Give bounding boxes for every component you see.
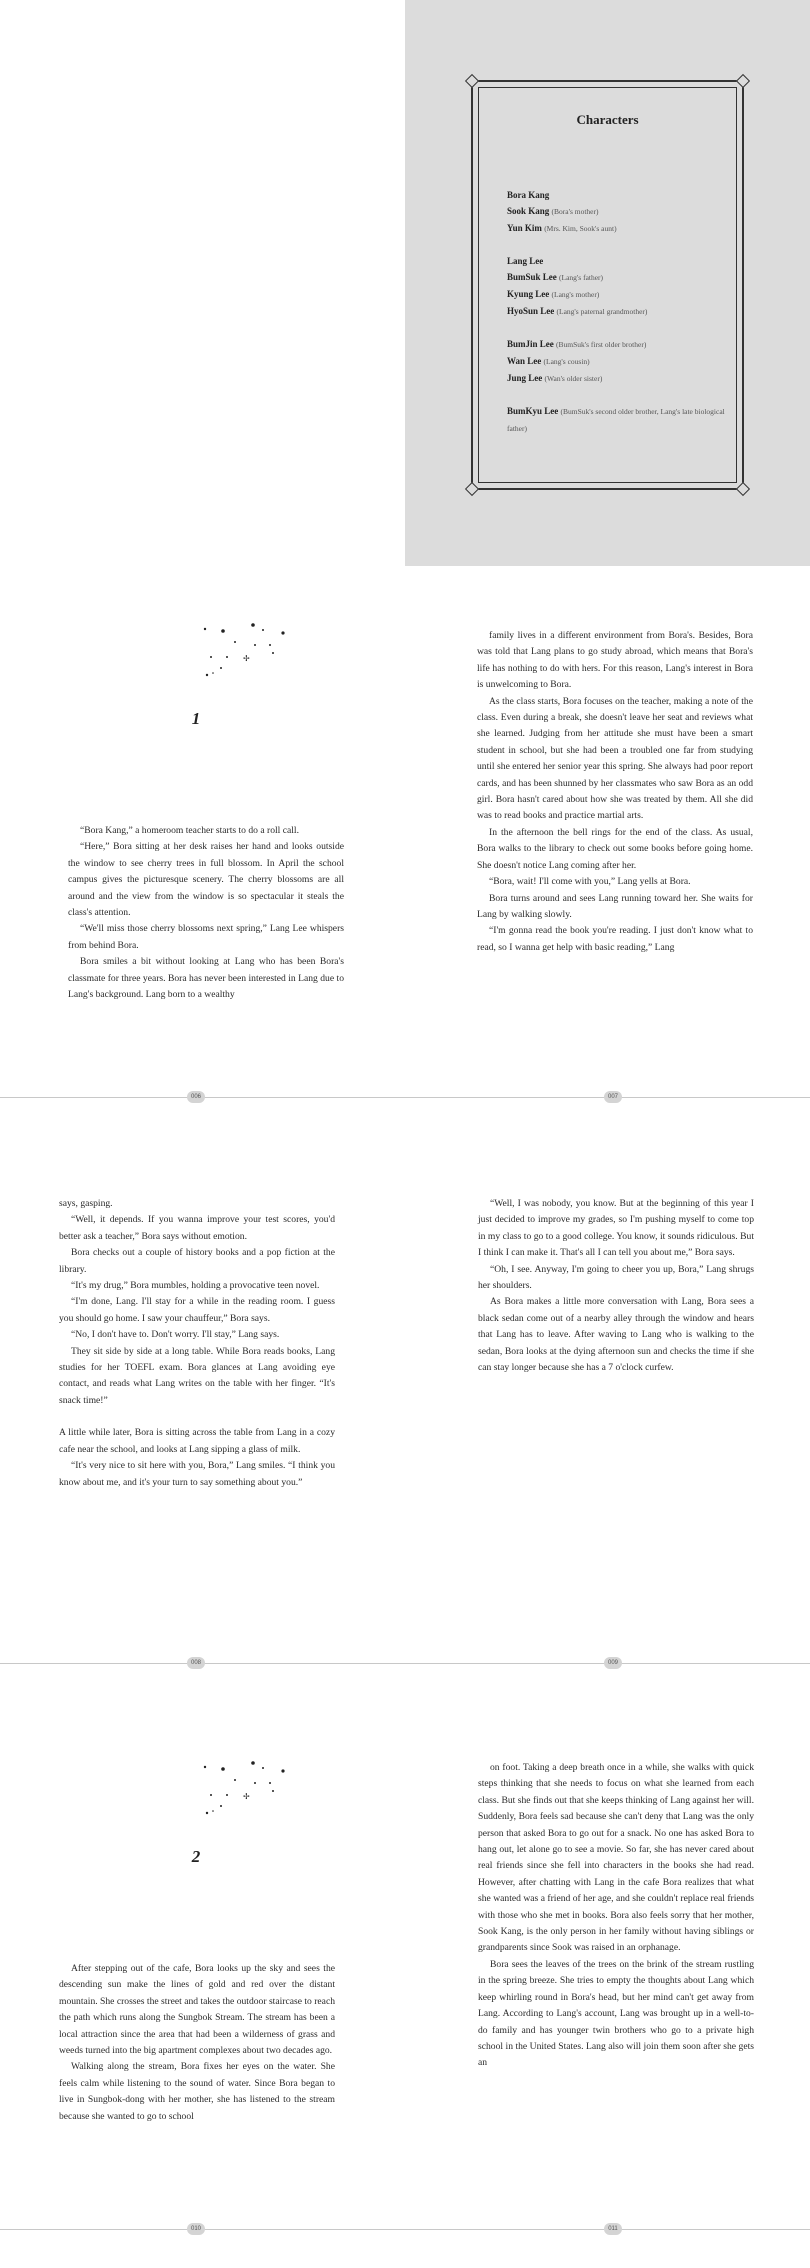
paragraph: Bora smiles a bit without looking at Lang who has been Bora's classmate for three years. Bora has never been interested in Lang due to Lang's background. Lang born to a wealthy — [68, 956, 344, 1001]
spread-006-007 — [0, 566, 810, 1104]
paragraph: “Bora, wait! I'll come with you,” Lang yells at Bora. — [489, 876, 691, 888]
page-number: 007 — [604, 1091, 622, 1103]
character-name: BumKyu Lee — [507, 406, 559, 416]
character-group — [507, 253, 727, 320]
character-name: Kyung Lee — [507, 289, 550, 299]
character-entry — [507, 303, 727, 320]
characters-title: Characters — [576, 112, 639, 127]
character-name: BumSuk Lee — [507, 272, 557, 282]
svg-text:✢: ✢ — [243, 654, 250, 663]
character-note: (Lang's cousin) — [543, 357, 590, 366]
page-011-text — [478, 1760, 754, 2072]
page-007-text — [477, 628, 753, 956]
character-name: HyoSun Lee — [507, 306, 555, 316]
character-name: Sook Kang — [507, 206, 550, 216]
star-constellation-icon — [185, 621, 285, 691]
character-name: Lang Lee — [507, 256, 544, 266]
characters-list — [507, 187, 727, 453]
paragraph: “Well, it depends. If you wanna improve your test scores, you'd better ask a teacher,” Bora says without emotion. — [59, 1214, 335, 1242]
paragraph: “I'm gonna read the book you're reading. I just don't know what to read, so I wanna get help with basic reading,” Lang — [477, 925, 753, 953]
paragraph: After stepping out of the cafe, Bora looks up the sky and sees the descending sun make the lines of gold and red over the distant mountain. She crosses the street and takes the outdoor staircase to reach the path which runs along the Sungbok Stream. The stream has been a local attraction since the area that had been a wilderness of grass and weeds turned into the big apartment complexes about two decades ago. — [59, 1963, 335, 2057]
character-entry — [507, 353, 727, 370]
paragraph: As Bora makes a little more conversation with Lang, Bora sees a black sedan come out of a nearby alley through the window and hears that Lang has to leave. After waving to Lang who is walking to the sedan, Bora looks at the dying afternoon sun and checks the time if she can stay longer because she has a 7 o'clock curfew. — [478, 1296, 754, 1374]
character-name: Bora Kang — [507, 190, 550, 200]
character-note: (Lang's father) — [559, 273, 604, 282]
character-entry — [507, 203, 727, 220]
paragraph: “We'll miss those cherry blossoms next spring,” Lang Lee whispers from behind Bora. — [68, 923, 344, 951]
page-008-text — [59, 1196, 335, 1491]
chapter-number: 1 — [191, 709, 201, 728]
character-entry — [507, 336, 727, 353]
star-constellation-icon — [185, 1759, 285, 1829]
page-number: 011 — [604, 2223, 622, 2235]
paragraph: family lives in a different environment from Bora's. Besides, Bora was told that Lang plans to go study abroad, which means that Bora's life has nothing to do with hers. For this reason, Lang's interest in Bora is unwelcoming to Bora. — [477, 630, 753, 691]
character-group — [507, 187, 727, 237]
paragraph: Bora checks out a couple of history books and a pop fiction at the library. — [59, 1247, 335, 1275]
character-entry — [507, 220, 727, 237]
spread-008-009 — [0, 1104, 810, 1664]
paragraph: says, gasping. — [59, 1198, 113, 1209]
character-group — [507, 403, 727, 437]
character-entry — [507, 187, 727, 203]
paragraph: Bora sees the leaves of the trees on the brink of the stream rustling in the spring breeze. She tries to empty the thoughts about Lang which keep whirling round in Bora's head, but her mind can't get away from Lang. According to Lang's account, Lang was brought up in a well-to-do family and has younger twin brothers who go to a private high school in the United States. Lang also will join them soon after she gets an — [478, 1958, 754, 2069]
frame-corner-ornament — [465, 482, 479, 496]
character-note: (BumSuk's first older brother) — [556, 340, 647, 349]
character-name: Jung Lee — [507, 373, 543, 383]
character-name: BumJin Lee — [507, 339, 554, 349]
spread-010-011 — [0, 1664, 810, 2268]
character-group — [507, 336, 727, 387]
page-010-text — [59, 1961, 335, 2125]
frame-corner-ornament — [465, 74, 479, 88]
character-note: (Lang's paternal grandmother) — [556, 307, 648, 316]
character-entry — [507, 286, 727, 303]
paragraph: “Bora Kang,” a homeroom teacher starts to do a roll call. — [80, 825, 299, 836]
paragraph: A little while later, Bora is sitting across the table from Lang in a cozy cafe near the school, and looks at Lang sipping a glass of milk. — [59, 1427, 335, 1455]
character-name: Yun Kim — [507, 223, 542, 233]
page-divider — [0, 2229, 810, 2230]
page-divider — [0, 1097, 810, 1098]
paragraph: Walking along the stream, Bora fixes her eyes on the water. She feels calm while listening to the sound of water. Since Bora began to live in Sungbok-dong with her mother, she has listened to the stream because she wanted to go to school — [59, 2061, 335, 2122]
character-entry — [507, 253, 727, 269]
paragraph: “Well, I was nobody, you know. But at the beginning of this year I just decided to improve my grades, so I'm pushing myself to come top in my class to go to a good college. You know, it sounds ridiculous. But I think I can make it. That's all I can tell you about me,” Bora says. — [478, 1198, 754, 1259]
page-number: 006 — [187, 1091, 205, 1103]
frame-corner-ornament — [736, 482, 750, 496]
paragraph: “Oh, I see. Anyway, I'm going to cheer you up, Bora,” Lang shrugs her shoulders. — [478, 1263, 754, 1292]
paragraph: on foot. Taking a deep breath once in a while, she walks with quick steps thinking that she needs to focus on what she learned from each class. But she finds out that she keeps thinking of Lang against her will. Suddenly, Bora feels sad because she can't deny that Lang was the only person that asked Bora to go out for a snack. No one has asked Bora to hang out, let alone go to see a movie. So far, she has never cared about real friends since she fell into characters in the books she had read. However, after chatting with Lang in the cafe Bora realizes that what she wanted was a friend of her age, and she couldn't replace real friends with those who she met in books. Bora also feels sorry that her mother, Sook Kang, is the only person in her family without having siblings or grandparents since Sook was raised in an orphanage. — [478, 1762, 754, 1954]
character-entry — [507, 370, 727, 387]
character-entry — [507, 269, 727, 286]
page-009-text — [478, 1196, 754, 1376]
svg-text:✢: ✢ — [243, 1792, 250, 1801]
page-number: 008 — [187, 1657, 205, 1669]
character-note: (Lang's mother) — [551, 290, 600, 299]
paragraph: They sit side by side at a long table. While Bora reads books, Lang studies for her TOEFL exam. Bora glances at Lang avoiding eye contact, and reads what Lang writes on the table with her finger. “It's snack time!” — [59, 1345, 335, 1406]
characters-frame — [471, 80, 744, 490]
page-006-text — [68, 823, 344, 1003]
page-number: 009 — [604, 1657, 622, 1669]
paragraph: In the afternoon the bell rings for the end of the class. As usual, Bora walks to the library to check out some books before going home. She doesn't notice Lang coming after her. — [477, 826, 753, 871]
character-note: (Mrs. Kim, Sook's aunt) — [544, 224, 617, 233]
character-note: (Wan's older sister) — [544, 374, 603, 383]
spread-characters — [0, 0, 810, 566]
page-number: 010 — [187, 2223, 205, 2235]
chapter-number: 2 — [191, 1847, 201, 1866]
paragraph: “Here,” Bora sitting at her desk raises her hand and looks outside the window to see cherry trees in full blossom. In April the school campus gives the picturesque scenery. The cherry blossoms are all around and the view from the window is so spectacular it steals the class's attention. — [68, 841, 344, 919]
paragraph: “It's my drug,” Bora mumbles, holding a provocative teen novel. — [71, 1280, 320, 1292]
character-entry — [507, 403, 727, 437]
paragraph: “No, I don't have to. Don't worry. I'll stay,” Lang says. — [71, 1329, 280, 1341]
character-note: (Bora's mother) — [551, 207, 599, 216]
character-name: Wan Lee — [507, 356, 542, 366]
paragraph: “I'm done, Lang. I'll stay for a while in the reading room. I guess you should go home. I saw your chauffeur,” Bora says. — [59, 1296, 335, 1324]
characters-page — [405, 0, 810, 566]
frame-corner-ornament — [736, 74, 750, 88]
paragraph: As the class starts, Bora focuses on the teacher, making a note of the class. Even during a break, she doesn't leave her seat and reviews what she learned. Judging from her attitude she must have been a smart student in school, but she had been a troubled one far from studying until she entered her senior year this spring. She always had poor report cards, and has been shunned by her classmates who saw Bora as an odd girl. Bora hasn't cared about how she was treated by them. All she did was to read books and practice martial arts. — [477, 695, 753, 822]
character-note: (BumSuk's second older brother, Lang's late biological father) — [507, 407, 725, 433]
paragraph: “It's very nice to sit here with you, Bora,” Lang smiles. “I think you know about me, and it's your turn to say something about you.” — [59, 1460, 335, 1488]
paragraph: Bora turns around and sees Lang running toward her. She waits for Lang by walking slowly. — [477, 892, 753, 920]
